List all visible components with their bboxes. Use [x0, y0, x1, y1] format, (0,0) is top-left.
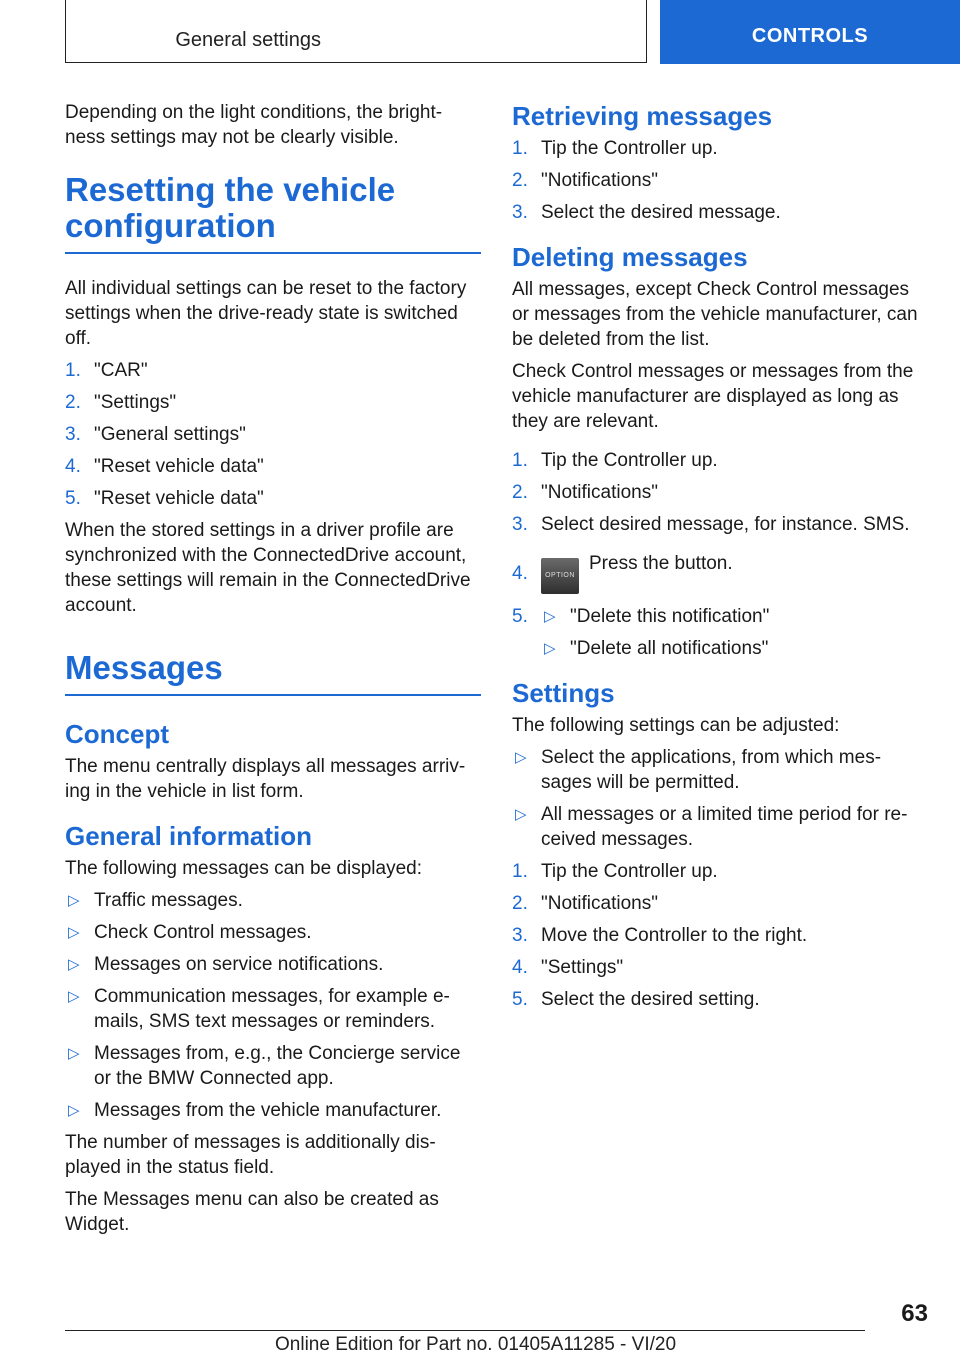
- deleting-text-2: Check Control messages or messages from the vehicle manufacturer are displayed as long as they are relevant.: [512, 361, 914, 432]
- triangle-right-icon: ▷: [544, 640, 556, 657]
- step-number: 1.: [512, 450, 528, 471]
- general-heading: General information: [65, 821, 313, 851]
- triangle-right-icon: ▷: [515, 806, 527, 823]
- item-text: Check Control messages.: [94, 922, 312, 943]
- step-number: 2.: [512, 482, 528, 503]
- list-item: [512, 859, 922, 884]
- list-item: [512, 987, 922, 1012]
- triangle-right-icon: ▷: [68, 988, 80, 1005]
- step-number: 2.: [65, 392, 81, 413]
- list-item: [512, 480, 922, 505]
- intro-paragraph: Depending on the light conditions, the bright‐ness settings may not be clearly visible.: [65, 102, 443, 148]
- step-text: "CAR": [94, 360, 148, 381]
- concept-text: The menu centrally displays all messages arriv‐ing in the vehicle in list form.: [65, 756, 466, 802]
- left-column: [65, 100, 481, 1244]
- settings-heading: Settings: [512, 678, 615, 708]
- page-number: 63: [901, 1300, 928, 1327]
- list-item: [65, 984, 481, 1034]
- triangle-right-icon: ▷: [68, 924, 80, 941]
- item-text: "Delete all notifications": [570, 638, 769, 659]
- step-number: 3.: [512, 925, 528, 946]
- triangle-right-icon: ▷: [68, 1045, 80, 1062]
- item-text: "Delete this notification": [570, 606, 770, 627]
- step-number: 3.: [512, 202, 528, 223]
- reset-note: When the stored settings in a driver profile are synchronized with the ConnectedDrive account, these settings will remain in the ConnectedDrive account.: [65, 520, 471, 616]
- reset-text: All individual settings can be reset to the factory settings when the drive-ready state is switched off.: [65, 278, 467, 349]
- deleting-heading: Deleting messages: [512, 242, 748, 272]
- list-item: [512, 512, 922, 537]
- footer-divider: [65, 1330, 865, 1331]
- status-text: The number of messages is additionally dis‐played in the status field.: [65, 1132, 436, 1178]
- general-text: The following messages can be displayed:: [65, 858, 422, 879]
- triangle-right-icon: ▷: [515, 749, 527, 766]
- widget-text: The Messages menu can also be created as Widget.: [65, 1189, 439, 1235]
- concept-heading: Concept: [65, 719, 169, 749]
- triangle-right-icon: ▷: [68, 1102, 80, 1119]
- retrieving-heading: Retrieving messages: [512, 101, 773, 131]
- step-number: 1.: [512, 861, 528, 882]
- step-number: 4.: [65, 456, 81, 477]
- retrieving-steps: [512, 136, 922, 225]
- step-text: "Notifications": [541, 170, 658, 191]
- list-item: [512, 136, 922, 161]
- triangle-right-icon: ▷: [68, 956, 80, 973]
- step-text: Select the desired setting.: [541, 989, 760, 1010]
- step-number: 1.: [512, 138, 528, 159]
- step-text: "Settings": [94, 392, 177, 413]
- list-item: [65, 390, 481, 415]
- list-item: [512, 551, 922, 594]
- step5-options: [541, 604, 922, 661]
- list-item: [512, 802, 922, 852]
- reset-steps: [65, 358, 481, 511]
- list-item: [541, 604, 922, 629]
- step-number: 4.: [512, 563, 528, 584]
- item-text: Messages from the vehicle manufacturer.: [94, 1100, 442, 1121]
- step-text: "Settings": [541, 957, 624, 978]
- list-item: [65, 454, 481, 479]
- option-button-icon: OPTION: [541, 558, 579, 594]
- settings-steps: [512, 859, 922, 1012]
- list-item: [512, 923, 922, 948]
- step-number: 5.: [512, 606, 528, 627]
- step-text: Select desired message, for instance. SMS.: [541, 514, 910, 535]
- list-item: [65, 422, 481, 447]
- step-text: Press the button.: [589, 553, 733, 574]
- list-item: [512, 168, 922, 193]
- header-frame: [65, 0, 647, 63]
- list-item: [541, 636, 922, 661]
- list-item: [65, 1041, 481, 1091]
- list-item: [65, 888, 481, 913]
- chapter-tab-label: CONTROLS: [751, 24, 869, 47]
- section-title: General settings: [175, 29, 321, 51]
- list-item: [512, 955, 922, 980]
- footer-edition: Online Edition for Part no. 01405A11285 - VI/20: [275, 1334, 677, 1355]
- step-text: "Reset vehicle data": [94, 456, 264, 477]
- deleting-steps: [512, 448, 922, 661]
- triangle-right-icon: ▷: [68, 892, 80, 909]
- step-number: 1.: [65, 360, 81, 381]
- item-text: All messages or a limited time period for re‐ceived messages.: [541, 804, 908, 850]
- settings-text: The following settings can be adjusted:: [512, 715, 840, 736]
- item-text: Communication messages, for example e-mails, SMS text messages or reminders.: [94, 986, 450, 1032]
- right-column: [512, 100, 922, 1019]
- step-text: "General settings": [94, 424, 246, 445]
- list-item: [512, 200, 922, 225]
- step-number: 3.: [65, 424, 81, 445]
- chapter-tab: [660, 0, 960, 64]
- list-item: [65, 358, 481, 383]
- step-text: Tip the Controller up.: [541, 450, 718, 471]
- step-text: Move the Controller to the right.: [541, 925, 808, 946]
- reset-heading: Resetting the vehicle configuration: [65, 172, 481, 254]
- step-text: "Notifications": [541, 893, 658, 914]
- step-number: 3.: [512, 514, 528, 535]
- list-item: [512, 448, 922, 473]
- deleting-text-1: All messages, except Check Control messages or messages from the vehicle manufacturer, can be deleted from the list.: [512, 279, 918, 350]
- step-number: 2.: [512, 893, 528, 914]
- step-text: Tip the Controller up.: [541, 138, 718, 159]
- list-item: [512, 604, 922, 661]
- list-item: [65, 486, 481, 511]
- step-number: 5.: [65, 488, 81, 509]
- list-item: [65, 1098, 481, 1123]
- step-number: 4.: [512, 957, 528, 978]
- step-text: Select the desired message.: [541, 202, 781, 223]
- settings-list: [512, 745, 922, 852]
- list-item: [512, 745, 922, 795]
- item-text: Traffic messages.: [94, 890, 243, 911]
- item-text: Messages on service notifications.: [94, 954, 384, 975]
- step-number: 2.: [512, 170, 528, 191]
- item-text: Messages from, e.g., the Concierge service or the BMW Connected app.: [94, 1043, 461, 1089]
- list-item: [65, 952, 481, 977]
- list-item: [65, 920, 481, 945]
- triangle-right-icon: ▷: [544, 608, 556, 625]
- step-text: "Notifications": [541, 482, 658, 503]
- step-text: "Reset vehicle data": [94, 488, 264, 509]
- list-item: [512, 891, 922, 916]
- general-list: [65, 888, 481, 1123]
- messages-heading: Messages: [65, 650, 481, 696]
- step-text: Tip the Controller up.: [541, 861, 718, 882]
- step-number: 5.: [512, 989, 528, 1010]
- item-text: Select the applications, from which mes‐sages will be permitted.: [541, 747, 882, 793]
